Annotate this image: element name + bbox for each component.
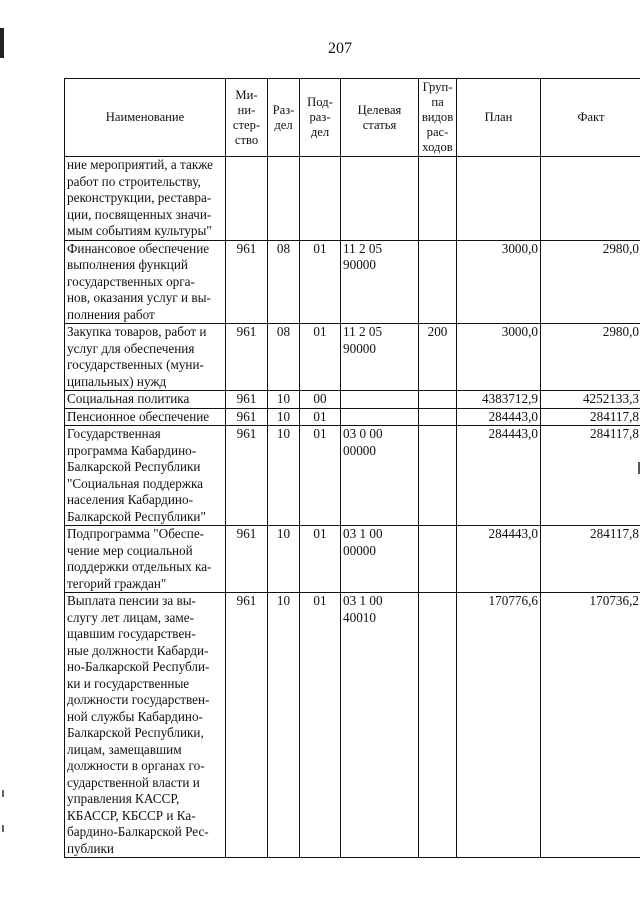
cell-ministry: 961 [226, 426, 268, 526]
header-subsection: Под- раз- дел [300, 79, 341, 157]
cell-section: 08 [268, 240, 300, 324]
cell-ministry: 961 [226, 593, 268, 858]
cell-plan: 284443,0 [457, 408, 541, 426]
cell-group [419, 426, 457, 526]
table-row [65, 426, 640, 526]
cell-plan: 3000,0 [457, 240, 541, 324]
cell-subsection: 01 [300, 408, 341, 426]
cell-name: ние мероприятий, а также работ по строительству, реконструкции, реставра- ции, посвященных значи- мым событиям культуры" [65, 157, 226, 241]
cell-target: 11 2 05 90000 [341, 324, 419, 391]
cell-subsection: 01 [300, 324, 341, 391]
header-plan: План [457, 79, 541, 157]
scan-edge-tick [2, 790, 4, 797]
cell-plan: 170776,6 [457, 593, 541, 858]
cell-name: Пенсионное обеспечение [65, 408, 226, 426]
cell-name: Закупка товаров, работ и услуг для обеспечения государственных (муни- ципальных) нужд [65, 324, 226, 391]
cell-ministry: 961 [226, 526, 268, 593]
scan-edge-tick [2, 825, 4, 832]
cell-plan: 3000,0 [457, 324, 541, 391]
cell-name: Подпрограмма "Обеспе- чение мер социальной поддержки отдельных ка- тегорий граждан" [65, 526, 226, 593]
cell-ministry: 961 [226, 408, 268, 426]
cell-fact: 170736,2 [541, 593, 640, 858]
header-group: Груп- па видов рас- ходов [419, 79, 457, 157]
cell-ministry: 961 [226, 324, 268, 391]
cell-subsection: 01 [300, 593, 341, 858]
cell-fact: 284117,8 [541, 426, 640, 526]
cell-target: 11 2 05 90000 [341, 240, 419, 324]
cell-section: 10 [268, 526, 300, 593]
cell-subsection: 01 [300, 526, 341, 593]
table-row [65, 157, 640, 241]
table-header-row [65, 79, 640, 157]
cell-subsection [300, 157, 341, 241]
cell-name: Государственная программа Кабардино- Балкарской Республики "Социальная поддержка населения Кабардино- Балкарской Республики" [65, 426, 226, 526]
cell-ministry: 961 [226, 240, 268, 324]
cell-name: Социальная политика [65, 391, 226, 409]
table-body [65, 157, 640, 858]
table-row [65, 408, 640, 426]
cell-fact: 284117,8 [541, 408, 640, 426]
header-ministry: Ми- ни- стер- ство [226, 79, 268, 157]
header-section: Раз- дел [268, 79, 300, 157]
table-row [65, 391, 640, 409]
cell-subsection: 00 [300, 391, 341, 409]
cell-fact: 2980,0 [541, 240, 640, 324]
cell-fact [541, 157, 640, 241]
cell-ministry: 961 [226, 391, 268, 409]
header-fact: Факт [541, 79, 640, 157]
cell-group [419, 391, 457, 409]
header-target: Целевая статья [341, 79, 419, 157]
table-row [65, 526, 640, 593]
cell-group [419, 408, 457, 426]
budget-table [64, 78, 640, 858]
cell-ministry [226, 157, 268, 241]
cell-group [419, 593, 457, 858]
cell-section: 10 [268, 391, 300, 409]
cell-plan [457, 157, 541, 241]
cell-group [419, 157, 457, 241]
cell-target [341, 157, 419, 241]
cell-section: 08 [268, 324, 300, 391]
cell-name: Финансовое обеспечение выполнения функций государственных орга- нов, оказания услуг и вы- полнения работ [65, 240, 226, 324]
cell-subsection: 01 [300, 426, 341, 526]
cell-target [341, 408, 419, 426]
cell-fact: 4252133,3 [541, 391, 640, 409]
cell-target: 03 1 00 40010 [341, 593, 419, 858]
table-row [65, 240, 640, 324]
cell-fact: 2980,0 [541, 324, 640, 391]
cell-section: 10 [268, 408, 300, 426]
cell-plan: 284443,0 [457, 526, 541, 593]
cell-target [341, 391, 419, 409]
cell-section [268, 157, 300, 241]
page-number: 207 [328, 40, 352, 57]
cell-section: 10 [268, 593, 300, 858]
cell-fact: 284117,8 [541, 526, 640, 593]
cell-subsection: 01 [300, 240, 341, 324]
cell-group [419, 240, 457, 324]
cell-plan: 284443,0 [457, 426, 541, 526]
header-name: Наименование [65, 79, 226, 157]
cell-plan: 4383712,9 [457, 391, 541, 409]
cell-group [419, 526, 457, 593]
scan-edge-mark [0, 28, 4, 58]
cell-target: 03 1 00 00000 [341, 526, 419, 593]
cell-group: 200 [419, 324, 457, 391]
cell-target: 03 0 00 00000 [341, 426, 419, 526]
cell-name: Выплата пенсии за вы- слугу лет лицам, заме- щавшим государствен- ные должности Кабарди- но-Балкарской Республи- ки и государственные должности государствен- ной службы Кабардино- Балкарской Республики, лицам, замещавшим должности в органах го- сударственной власти и управления КАССР, КБАССР, КБССР и Ка- бардино-Балкарской Рес- публики [65, 593, 226, 858]
table-row [65, 593, 640, 858]
cell-section: 10 [268, 426, 300, 526]
table-row [65, 324, 640, 391]
